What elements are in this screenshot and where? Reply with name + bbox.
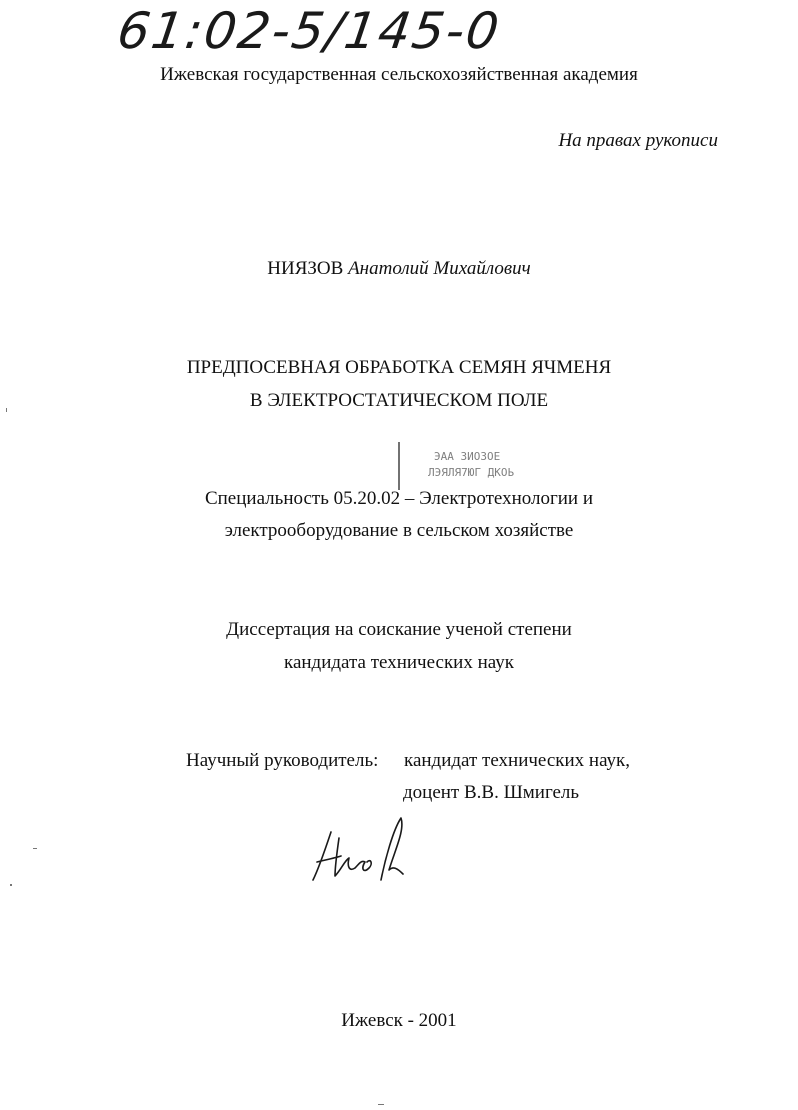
stamp-border <box>398 442 400 490</box>
supervisor-degree: кандидат технических наук, <box>404 750 631 771</box>
dissertation-line-2: кандидата технических наук <box>284 652 514 673</box>
supervisor-name: доцент В.В. Шмигель <box>403 782 580 803</box>
scan-speck <box>378 1104 384 1105</box>
stamp-line-2: ЛЭЯЛЯ7ЮГ ДКОЬ <box>428 466 515 479</box>
specialty-line-1: Специальность 05.20.02 – Электротехнологии и <box>204 488 594 509</box>
title-line-1: ПРЕДПОСЕВНАЯ ОБРАБОТКА СЕМЯН ЯЧМЕНЯ <box>186 357 612 378</box>
author-surname: НИЯЗОВ <box>267 258 344 279</box>
rights-note: На правах рукописи <box>558 130 718 151</box>
scan-speck <box>10 884 12 886</box>
author-name <box>0 258 798 280</box>
stamp-line-1: ЭАА ЗИОЗОЕ <box>434 450 501 463</box>
dissertation-line-1: Диссертация на соискание ученой степени <box>226 619 572 640</box>
scan-speck <box>33 848 37 849</box>
handwritten-catalog-number: 61:02-5/145-0 <box>113 2 505 60</box>
author-given-names: Анатолий Михайлович <box>348 258 531 279</box>
specialty-line-2: электрооборудование в сельском хозяйстве <box>224 520 574 541</box>
supervisor-label: Научный руководитель: <box>186 750 379 771</box>
scan-speck <box>6 408 7 412</box>
library-stamp <box>398 442 568 494</box>
author-signature <box>305 810 415 890</box>
place-and-year: Ижевск - 2001 <box>341 1010 457 1031</box>
institution-name: Ижевская государственная сельскохозяйственная академия <box>160 64 638 85</box>
title-line-2: В ЭЛЕКТРОСТАТИЧЕСКОМ ПОЛЕ <box>249 390 549 411</box>
